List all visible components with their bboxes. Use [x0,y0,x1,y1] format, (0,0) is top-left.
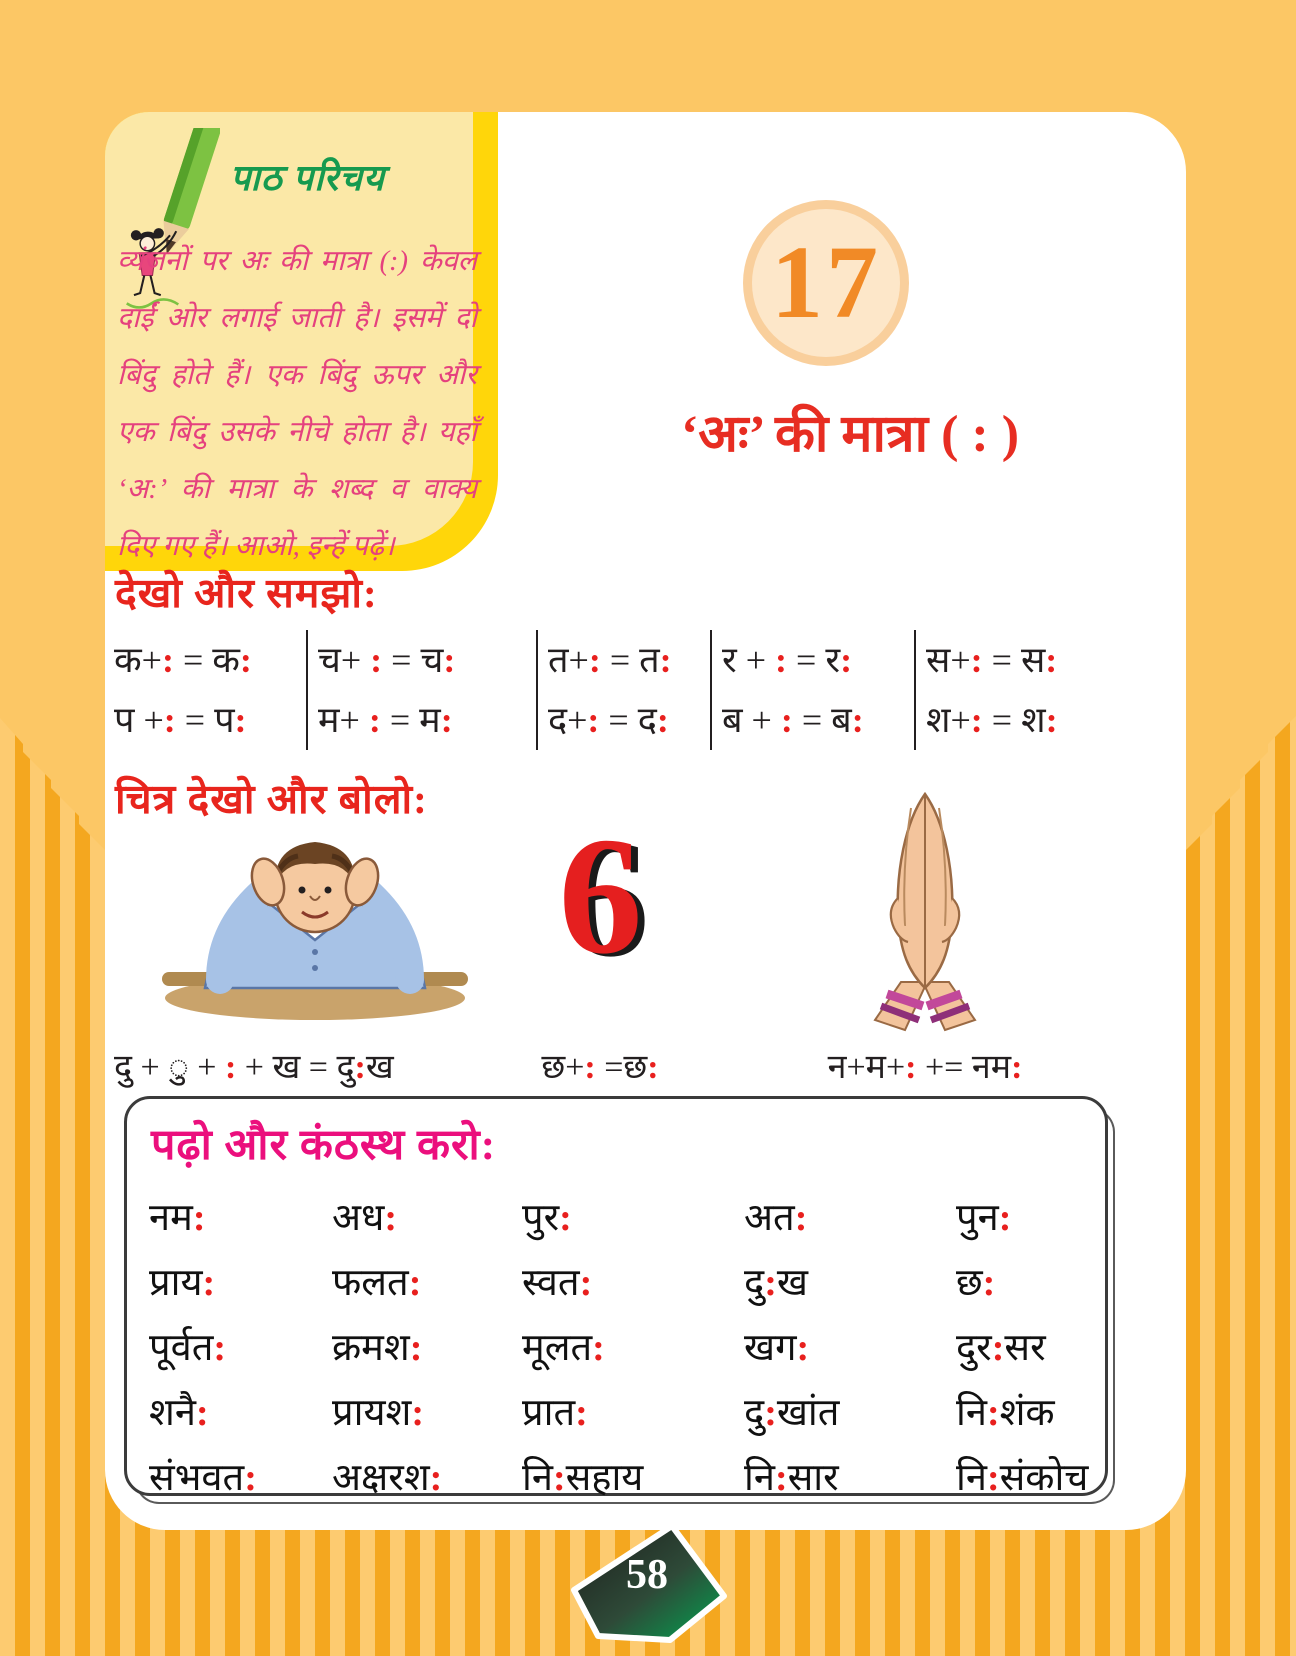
equation: र + : = र: [722,640,853,680]
visarga-mark: : [587,700,600,740]
equation: प +: = प: [114,700,247,740]
intro-line: एक बिंदु उसके नीचे होता है। यहाँ [117,417,477,448]
visarga-mark: : [647,1049,659,1086]
visarga-mark: : [443,640,456,680]
picture-caption: दु + ु + : + ख = दु:ख [114,1049,394,1086]
equation: म+ : = म: [318,700,453,740]
word-item: अध: [332,1196,398,1239]
visarga-mark: : [384,1196,398,1239]
word-item: छ: [956,1261,996,1304]
word-item: संभवत: [149,1456,257,1499]
visarga-mark: : [659,640,672,680]
picture-caption: छ+: =छ: [541,1049,659,1086]
visarga-mark: : [1045,700,1058,740]
intro-paragraph [117,233,477,575]
visarga-mark: : [429,1456,443,1499]
equation-column [914,630,1106,750]
word-item: अत: [744,1196,808,1239]
visarga-mark: : [764,1391,777,1434]
equation: श+: = श: [926,700,1058,740]
visarga-mark: : [780,700,793,740]
visarga-mark: : [213,1326,227,1369]
word-item: मूलत: [522,1326,605,1369]
intro-line: बिंदु होते हैं। एक बिंदु ऊपर और [117,360,477,391]
visarga-mark: : [986,1391,1000,1434]
intro-line: दिए गए हैं। आओ, इन्हें पढ़ें। [117,531,395,562]
visarga-mark: : [998,1196,1012,1239]
word-item: नि:सहाय [522,1456,644,1499]
chapter-number-circle [752,209,900,357]
visarga-mark: : [656,700,669,740]
visarga-mark: : [409,1326,423,1369]
word-item: फलत: [332,1261,422,1304]
equation: च+ : = च: [318,640,456,680]
word-item: अक्षरश: [332,1456,443,1499]
intro-title: पाठ परिचय [230,158,385,198]
read-memorize-box [124,1096,1108,1499]
visarga-mark: : [991,1326,1005,1369]
equation-column [710,630,914,750]
word-item: नि:सार [744,1456,839,1499]
visarga-mark: : [192,1196,206,1239]
equation-column [306,630,536,750]
word-item: प्रात: [522,1391,588,1434]
picture-caption: न+म+: += नम: [827,1049,1023,1086]
word-item: प्रायश: [332,1391,425,1434]
word-item: नि:शंक [956,1391,1055,1434]
visarga-mark: : [905,1049,917,1086]
visarga-mark: : [239,640,252,680]
visarga-mark: : [796,1326,810,1369]
word-item: दु:ख [744,1261,808,1304]
word-grid [149,1183,1089,1508]
namaste-hands-illustration [835,786,1015,1034]
visarga-mark: : [1011,1049,1023,1086]
chapter-number: 17 [771,225,881,340]
visarga-mark: : [970,640,983,680]
visarga-mark: : [592,1326,605,1369]
visarga-mark: : [161,640,174,680]
visarga-mark: : [408,1261,422,1304]
word-item: दुर:सर [956,1326,1046,1369]
equation: ब + : = ब: [722,700,864,740]
intro-line: दाईं ओर लगाई जाती है। इसमें दो [117,303,477,334]
visarga-mark: : [575,1391,588,1434]
equation: त+: = त: [548,640,672,680]
equation: स+: = स: [926,640,1058,680]
visarga-mark: : [552,1456,566,1499]
visarga-mark: : [411,1391,425,1434]
chapter-title: ‘अः’ की मात्रा ( : ) [680,406,1020,463]
visarga-mark: : [202,1261,216,1304]
visarga-mark: : [982,1261,996,1304]
visarga-mark: : [440,700,453,740]
visarga-mark: : [224,1049,237,1086]
word-item: पुर: [522,1196,572,1239]
visarga-mark: : [851,700,864,740]
section-heading-see-understand: देखो और समझो: [115,570,378,616]
visarga-mark: : [986,1456,1000,1499]
visarga-mark: : [579,1261,593,1304]
word-item: खग: [744,1326,810,1369]
word-item: दु:खांत [744,1391,840,1434]
visarga-mark: : [774,1456,788,1499]
page-number-plaque [552,1518,732,1650]
visarga-mark: : [559,1196,572,1239]
word-item: शनै: [149,1391,209,1434]
word-item: क्रमश: [332,1326,423,1369]
visarga-mark: : [775,640,788,680]
equation-column [110,630,306,750]
chapter-number-badge [743,200,909,366]
numeral-six: 6 [558,803,643,989]
equation: द+: = द: [548,700,669,740]
visarga-mark: : [163,700,176,740]
visarga-mark: : [794,1196,808,1239]
section-heading-read-memorize: पढ़ो और कंठस्थ करो: [151,1122,497,1169]
visarga-mark: : [970,700,983,740]
word-item: नम: [149,1196,206,1239]
visarga-mark: : [584,1049,596,1086]
word-item: पूर्वत: [149,1326,227,1369]
visarga-mark: : [244,1456,257,1499]
visarga-mark: : [1045,640,1058,680]
word-item: स्वत: [522,1261,593,1304]
word-item: पुन: [956,1196,1012,1239]
visarga-mark: : [764,1261,777,1304]
equation-column [536,630,710,750]
word-item: प्राय: [149,1261,216,1304]
equation: क+: = क: [114,640,252,680]
visarga-mark: : [368,700,381,740]
boy-listening-illustration [150,820,480,1026]
visarga-mark: : [195,1391,209,1434]
section-heading-picture-speak: चित्र देखो और बोलो: [115,776,428,822]
word-item: नि:संकोच [956,1456,1089,1499]
visarga-mark: : [840,640,853,680]
intro-line: व्यंजनों पर अः की मात्रा (:) केवल [117,246,477,277]
visarga-mark: : [588,640,601,680]
page-number: 58 [626,1552,668,1598]
intro-line: ‘अ:’ की मात्रा के शब्द व वाक्य [117,474,477,505]
visarga-mark: : [354,1049,366,1086]
visarga-mark: : [370,640,383,680]
equation-table [110,630,1106,750]
visarga-mark: : [234,700,247,740]
